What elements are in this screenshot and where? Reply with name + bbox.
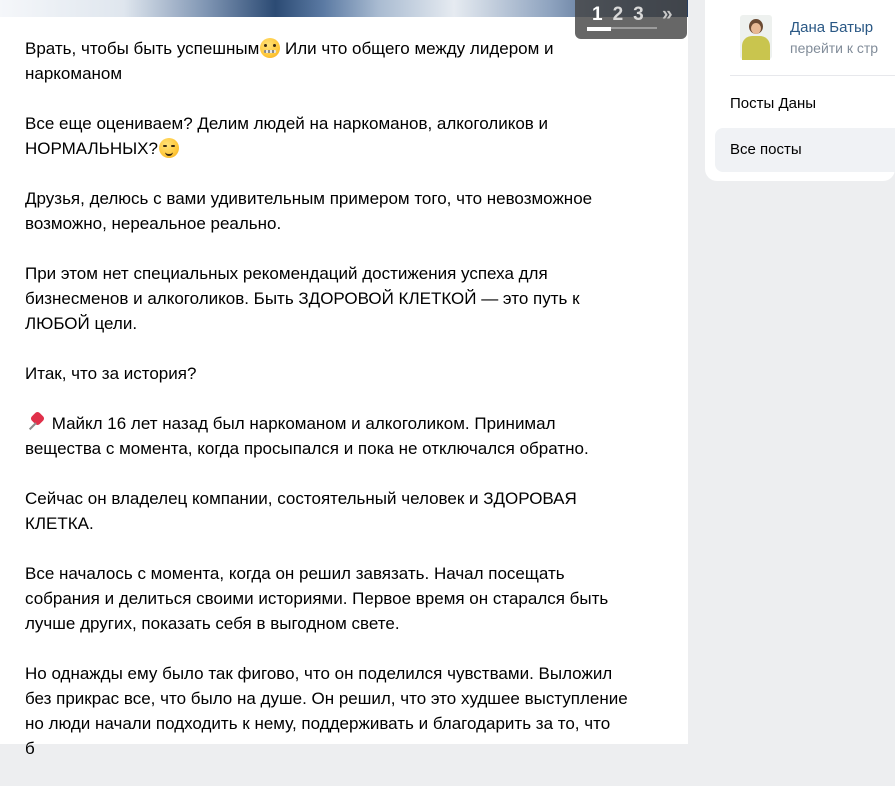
author-block [705,0,895,75]
post-paragraph [25,411,665,461]
sidebar-item-all-posts[interactable] [715,128,895,172]
post-line: собрания и делиться своими историями. Первое время он старался быть [25,589,609,608]
gallery-progress-thumb [587,27,611,31]
post-line: возможно, нереальное реально. [25,214,282,233]
post-paragraph [25,261,665,336]
post-line: Майкл 16 лет назад был наркоманом и алкоголиком. Принимал [47,414,556,433]
post-line: без прикрас все, что было на душе. Он решил, что это худшее выступление [25,689,628,708]
sidebar-item-label: Все посты [730,141,802,158]
post-line: Врать, чтобы быть успешным [25,39,260,58]
post-line: Все еще оцениваем? Делим людей на наркоманов, алкоголиков и [25,114,549,133]
post-line: Сейчас он владелец компании, состоятельный человек и ЗДОРОВАЯ [25,489,577,508]
post-line: При этом нет специальных рекомендаций достижения успеха для [25,264,548,283]
gallery-page-1[interactable]: 1 [592,4,603,25]
post-line: наркоманом [25,64,123,83]
post-paragraph [25,661,665,761]
post-line: но люди начали подходить к нему, поддерживать и благодарить за то, что [25,714,611,733]
post-paragraph [25,111,665,161]
post-line: бизнесменов и алкоголиков. Быть ЗДОРОВОЙ КЛЕТКОЙ — это путь к [25,289,580,308]
post-line: НОРМАЛЬНЫХ? [25,139,158,158]
post-line: ЛЮБОЙ цели. [25,314,138,333]
post-line: Или что общего между лидером и [280,39,554,58]
gallery-pagination [575,0,687,39]
post-line: Но однажды ему было так фигово, что он поделился чувствами. Выложил [25,664,613,683]
zipper-mouth-face-icon [260,38,280,58]
post-paragraph [25,361,665,386]
post-line: КЛЕТКА. [25,514,94,533]
go-to-page-link[interactable]: перейти к стр [790,40,879,56]
sidebar-divider [730,75,895,76]
post-line: Друзья, делюсь с вами удивительным примером того, что невозможное [25,189,593,208]
avatar[interactable] [740,15,772,59]
post-line: Итак, что за история? [25,364,197,383]
post-paragraph [25,561,665,636]
sidebar-item-label: Посты Даны [730,95,817,112]
post-line: лучше других, показать себя в выгодном свете. [25,614,400,633]
post-paragraph [25,486,665,536]
pushpin-icon [25,412,45,432]
post-line: б [25,739,35,758]
author-sidebar [705,0,895,181]
gallery-page-3[interactable]: 3 [633,4,644,25]
post-paragraph [25,36,665,86]
post-line: вещества с момента, когда просыпался и пока не отключался обратно. [25,439,589,458]
sidebar-item-author-posts[interactable] [715,82,895,126]
gallery-page-2[interactable]: 2 [612,4,624,25]
author-name-link[interactable]: Дана Батыр [790,19,874,36]
winking-face-icon [159,138,179,158]
post-text [25,36,665,786]
gallery-next-button[interactable]: » [662,4,673,25]
post-line: Все началось с момента, когда он решил завязать. Начал посещать [25,564,565,583]
post-paragraph [25,186,665,236]
